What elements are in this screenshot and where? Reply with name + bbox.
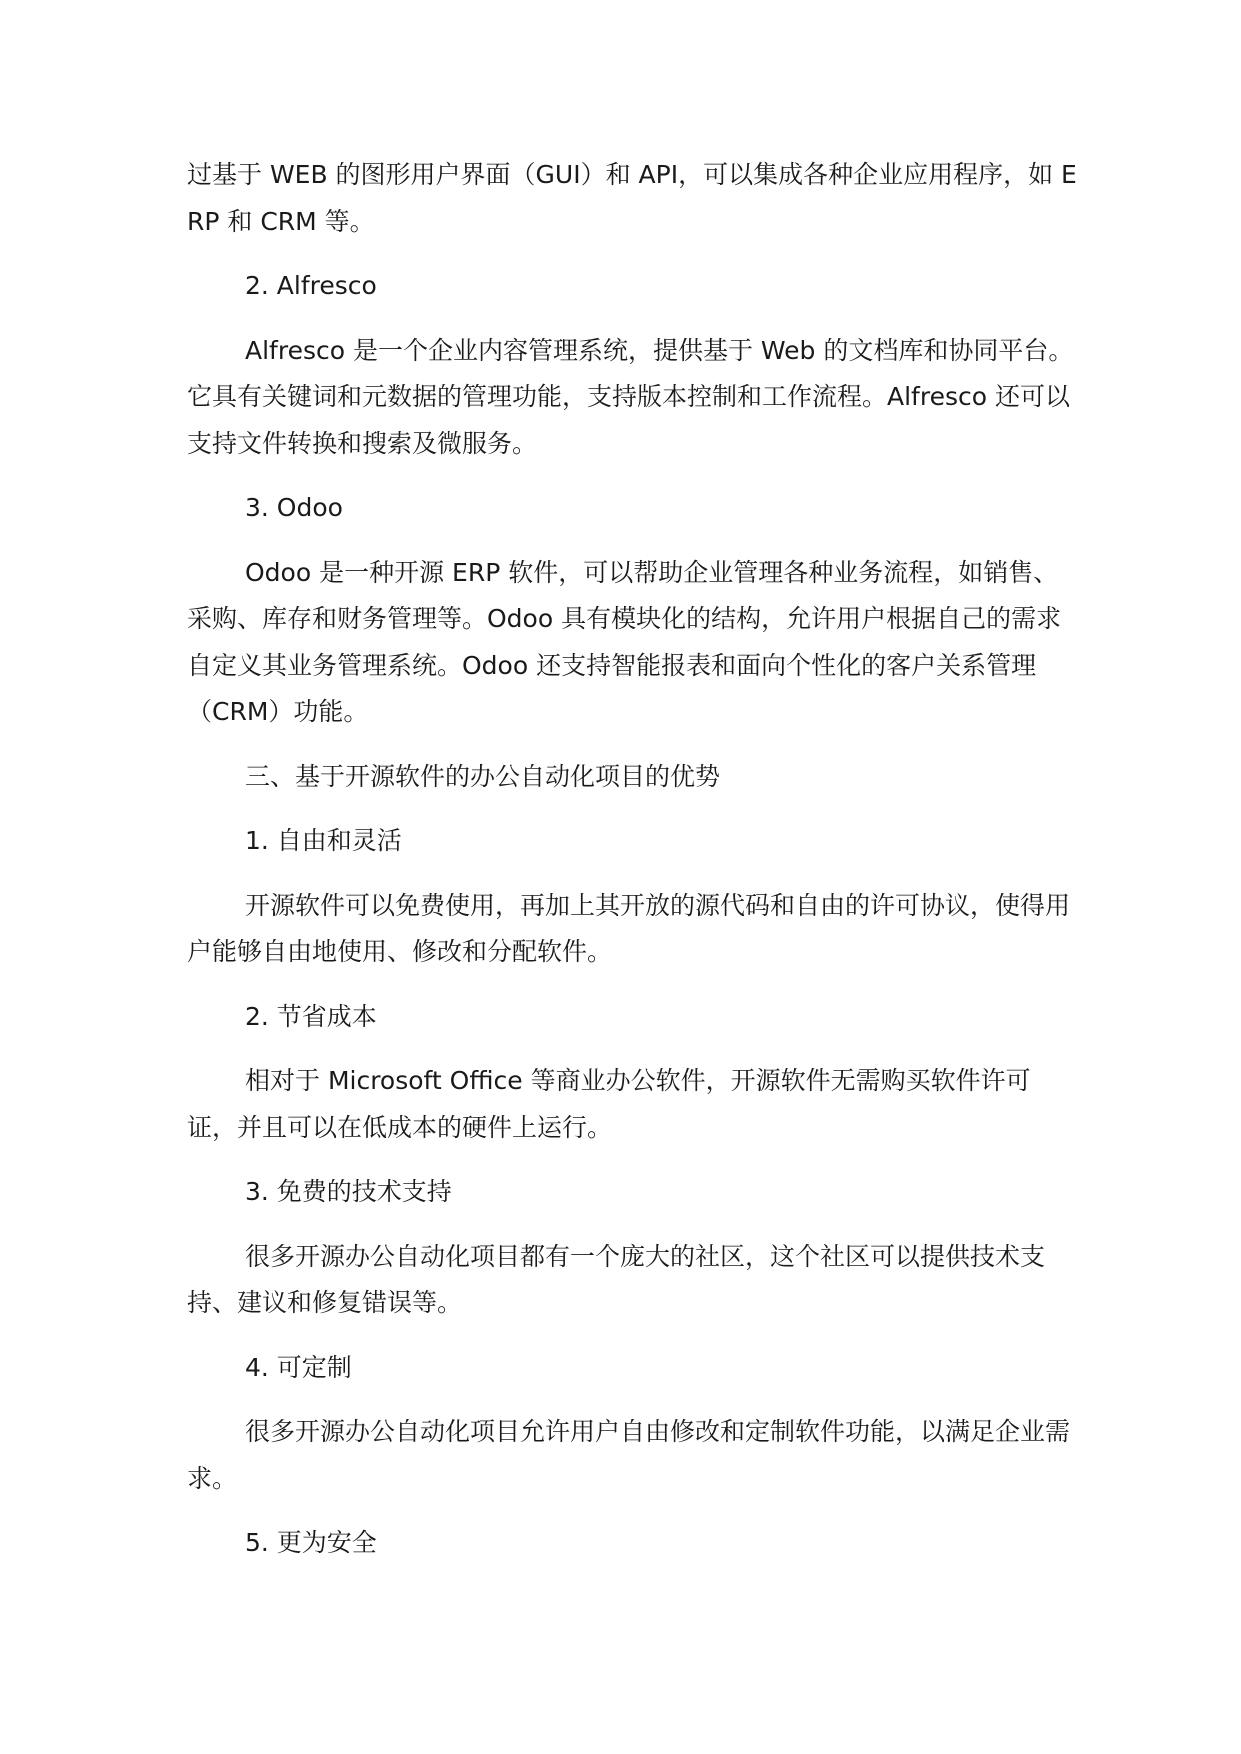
heading-customizable: 4. 可定制: [245, 1352, 352, 1382]
heading-odoo: 3. Odoo: [245, 493, 343, 522]
paragraph-alfresco: Alfresco 是一个企业内容管理系统，提供基于 Web 的文档库和协同平台。它具有关键词和元数据的管理功能，支持版本控制和工作流程。Alfresco 还可以支持文件转换和搜索及微服务。: [187, 335, 1074, 458]
heading-cost: 2. 节省成本: [245, 1001, 377, 1031]
paragraph-support: 很多开源办公自动化项目都有一个庞大的社区，这个社区可以提供技术支持、建议和修复错误等。: [187, 1241, 1046, 1317]
paragraph-continuation: 过基于 WEB 的图形用户界面（GUI）和 API，可以集成各种企业应用程序，如 ERP 和 CRM 等。: [187, 160, 1077, 236]
paragraph-cost: 相对于 Microsoft Office 等商业办公软件，开源软件无需购买软件许可证，并且可以在低成本的硬件上运行。: [187, 1066, 1031, 1142]
heading-freedom: 1. 自由和灵活: [245, 826, 402, 855]
heading-support: 3. 免费的技术支持: [245, 1177, 452, 1206]
paragraph-freedom: 开源软件可以免费使用，再加上其开放的源代码和自由的许可协议，使得用户能够自由地使用、修改和分配软件。: [187, 890, 1071, 966]
section-heading-advantages: 三、基于开源软件的办公自动化项目的优势: [245, 761, 721, 791]
paragraph-odoo: Odoo 是一种开源 ERP 软件，可以帮助企业管理各种业务流程，如销售、采购、库存和财务管理等。Odoo 具有模块化的结构，允许用户根据自己的需求自定义其业务管理系统。Odoo 还支持智能报表和面向个性化的客户关系管理（CRM）功能。: [187, 557, 1062, 726]
heading-alfresco: 2. Alfresco: [245, 271, 377, 300]
heading-security: 5. 更为安全: [245, 1528, 377, 1557]
paragraph-customizable: 很多开源办公自动化项目允许用户自由修改和定制软件功能，以满足企业需求。: [187, 1417, 1071, 1493]
document-body: [187, 152, 1077, 1585]
